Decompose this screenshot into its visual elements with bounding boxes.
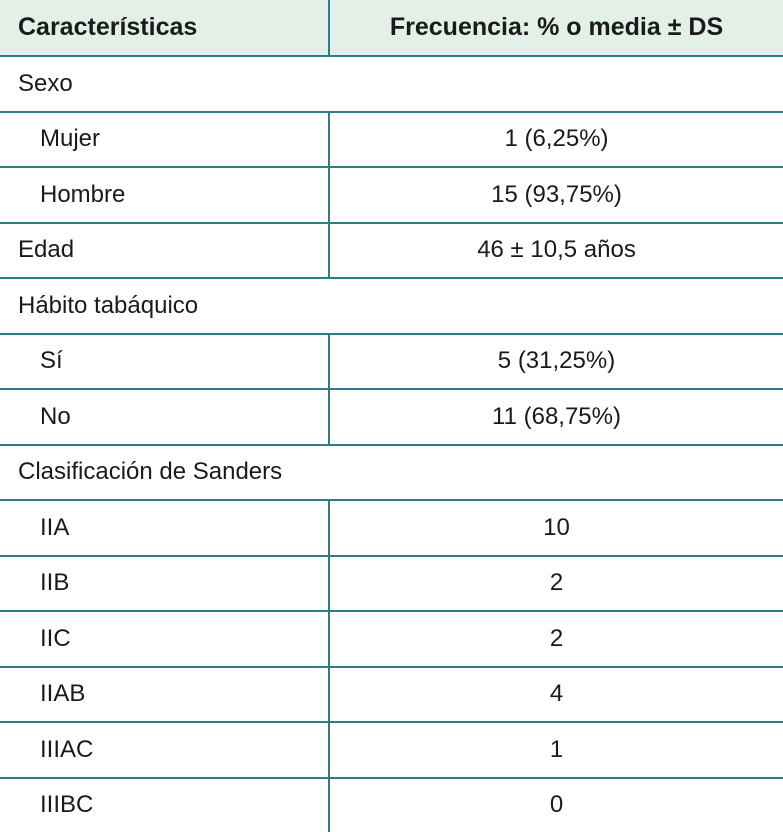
table-row [0, 112, 783, 168]
row-value: 4 [329, 667, 783, 723]
header-characteristics: Características [0, 0, 329, 56]
table-row [0, 334, 783, 390]
row-value: 46 ± 10,5 años [329, 223, 783, 279]
header-frequency: Frecuencia: % o media ± DS [329, 0, 783, 56]
group-label: Sexo [0, 56, 783, 112]
row-value: 15 (93,75%) [329, 167, 783, 223]
table-row [0, 167, 783, 223]
row-value: 11 (68,75%) [329, 389, 783, 445]
row-label: Sí [0, 334, 329, 390]
row-value: 2 [329, 556, 783, 612]
row-label: IIA [0, 500, 329, 556]
row-label: IIB [0, 556, 329, 612]
table-row [0, 722, 783, 778]
row-value: 1 [329, 722, 783, 778]
row-label: No [0, 389, 329, 445]
group-label: Hábito tabáquico [0, 278, 783, 334]
row-label: IIIBC [0, 778, 329, 832]
row-label: Hombre [0, 167, 329, 223]
table-row [0, 223, 783, 279]
row-label: IIAB [0, 667, 329, 723]
table-row [0, 667, 783, 723]
row-label: IIC [0, 611, 329, 667]
group-row-sanders [0, 445, 783, 501]
group-row-habito [0, 278, 783, 334]
row-label: Edad [0, 223, 329, 279]
group-row-sexo [0, 56, 783, 112]
row-label: Mujer [0, 112, 329, 168]
row-value: 5 (31,25%) [329, 334, 783, 390]
row-value: 1 (6,25%) [329, 112, 783, 168]
table-row [0, 389, 783, 445]
table-row [0, 556, 783, 612]
table-row [0, 611, 783, 667]
table-row [0, 500, 783, 556]
row-value: 10 [329, 500, 783, 556]
row-value: 0 [329, 778, 783, 832]
header-row [0, 0, 783, 56]
row-value: 2 [329, 611, 783, 667]
row-label: IIIAC [0, 722, 329, 778]
table-row [0, 778, 783, 832]
group-label: Clasificación de Sanders [0, 445, 783, 501]
